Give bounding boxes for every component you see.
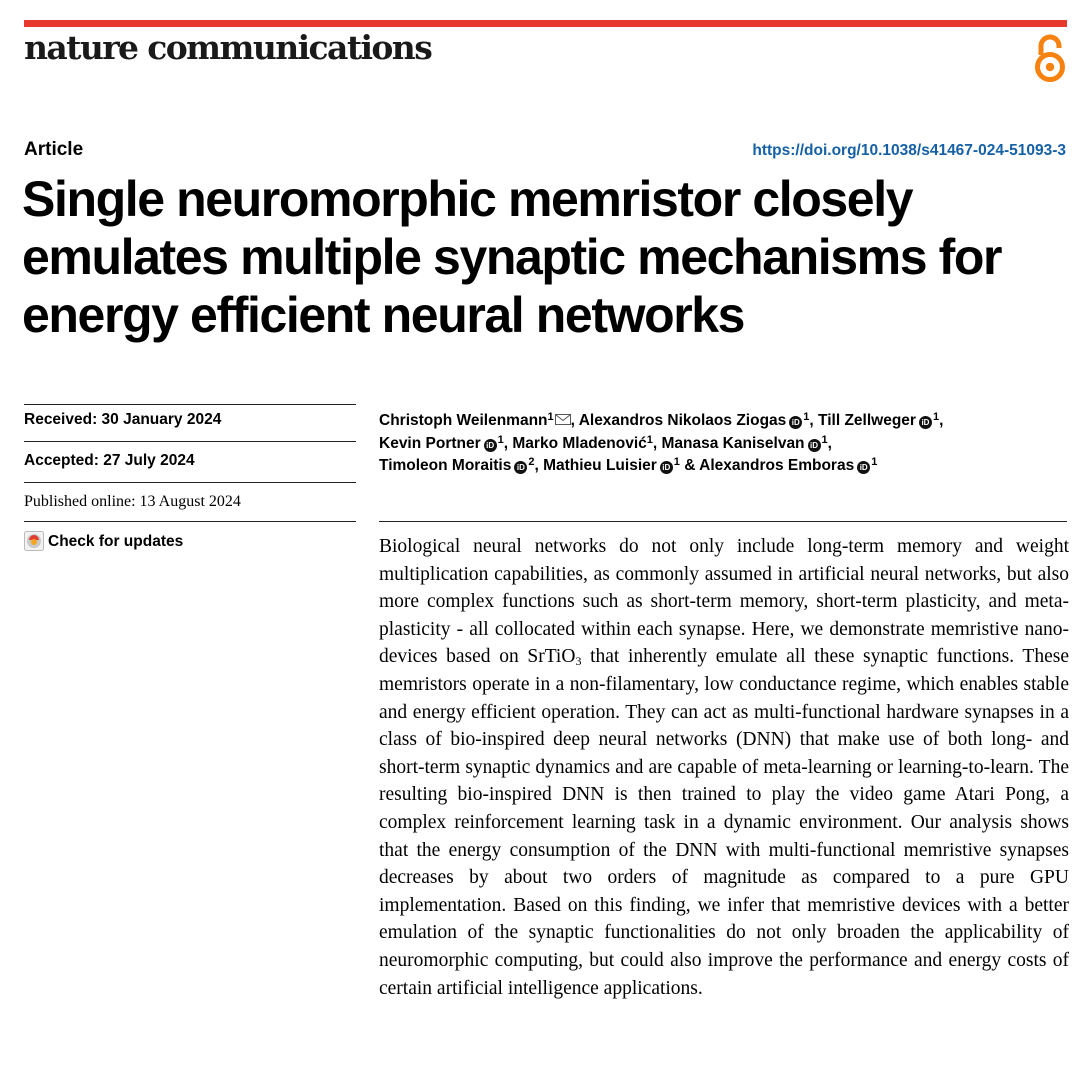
brand-bar [24,20,1067,27]
orcid-icon[interactable]: iD [919,416,932,429]
author-list: Christoph Weilenmann$^1$ , Alexandros Nikolaos Ziogas iD $^1$, Till Zellweger iD $^1$, Kevin Portner iD $^1$, Marko Mladenović$^1$, Manasa Kaniselvan iD $^1$, Timoleon Moraitis iD $^2$, Mathieu Luisier iD $^1$ & Alexandros Emboras iD $^1$ [379,411,944,474]
divider [24,404,356,405]
email-icon[interactable] [555,414,571,425]
divider [379,521,1067,522]
orcid-icon[interactable]: iD [484,439,497,452]
author-name[interactable]: Mathieu Luisier [543,457,657,474]
author-name[interactable]: Manasa Kaniselvan [661,434,805,452]
journal-name[interactable]: nature communications [24,28,432,67]
affiliation-number: 1 [673,456,680,468]
author-name[interactable]: Till Zellweger [818,412,916,429]
abstract [379,533,1069,1002]
affiliation-number: 1 [646,433,653,446]
affiliation-number: 1 [821,433,828,446]
received-date: Received: 30 January 2024 [24,411,222,428]
author-name[interactable]: Alexandros Emboras [699,457,855,474]
author-name[interactable]: Timoleon Moraitis [379,457,512,474]
author-name[interactable]: Kevin Portner [379,434,481,452]
check-for-updates-link[interactable]: Check for updates [48,533,184,550]
published-date: Published online: 13 August 2024 [24,493,241,510]
affiliation-number: 1 [547,411,554,423]
affiliation-number: 2 [528,456,535,468]
affiliation-number: 1 [932,411,940,423]
article-title: Single neuromorphic memristor closely emulates multiple synaptic mechanisms for energy efficient neural networks [22,171,1002,343]
orcid-icon[interactable]: iD [857,461,870,474]
accepted-date: Accepted: 27 July 2024 [24,452,195,469]
divider [24,482,356,483]
divider [24,441,356,442]
author-name[interactable]: Alexandros Nikolaos Ziogas [578,412,787,429]
affiliation-number: 1 [871,456,878,468]
affiliation-number: 1 [497,433,504,446]
author-name[interactable]: Marko Mladenović [512,434,647,452]
orcid-icon[interactable]: iD [660,461,673,474]
author-name[interactable]: Christoph Weilenmann [379,412,548,429]
abstract-text: that inherently emulate all these synaptic functions. These memristors operate in a non-filamentary, low conductance regime, which enables stable and energy efficient operation. They can act as multi-functional hardware synapses in a class of bio-inspired deep neural networks (DNN) that make use of both long- and short-term synaptic dynamics and are capable of meta-learning or learning-to-learn. The resulting bio-inspired DNN is then trained to play the video game Atari Pong, a complex reinforcement learning task in a dynamic environment. Our analysis shows that the energy consumption of the DNN with multi-functional memristive synapses decreases by about two orders of magnitude as compared to a pure GPU implementation. Based on this finding, we infer that memristive devices with a better emulation of the synaptic functionalities do not only broaden the applicability of neuromorphic computing, but could also improve the performance and energy costs of certain artificial intelligence applications. [379,646,1069,999]
divider [24,521,356,522]
orcid-icon[interactable]: iD [789,416,802,429]
orcid-icon[interactable]: iD [514,461,527,474]
open-access-lock-icon [1032,33,1068,83]
abstract-subscript: 3 [575,654,582,669]
check-for-updates-icon[interactable] [24,531,44,551]
affiliation-number: 1 [803,411,810,423]
orcid-icon[interactable]: iD [808,439,821,452]
article-type: Article [24,139,84,160]
abstract-text: Biological neural networks do not only include long-term memory and weight multiplication capabilities, as commonly assumed in artificial neural networks, but also more complex functions such as short-term memory, short-term plasticity, and meta-plasticity - all collocated within each synapse. Here, we demonstrate memristive nano-devices based on SrTiO [379,536,1069,668]
doi-link[interactable]: https://doi.org/10.1038/s41467-024-51093-3 [752,142,1066,159]
